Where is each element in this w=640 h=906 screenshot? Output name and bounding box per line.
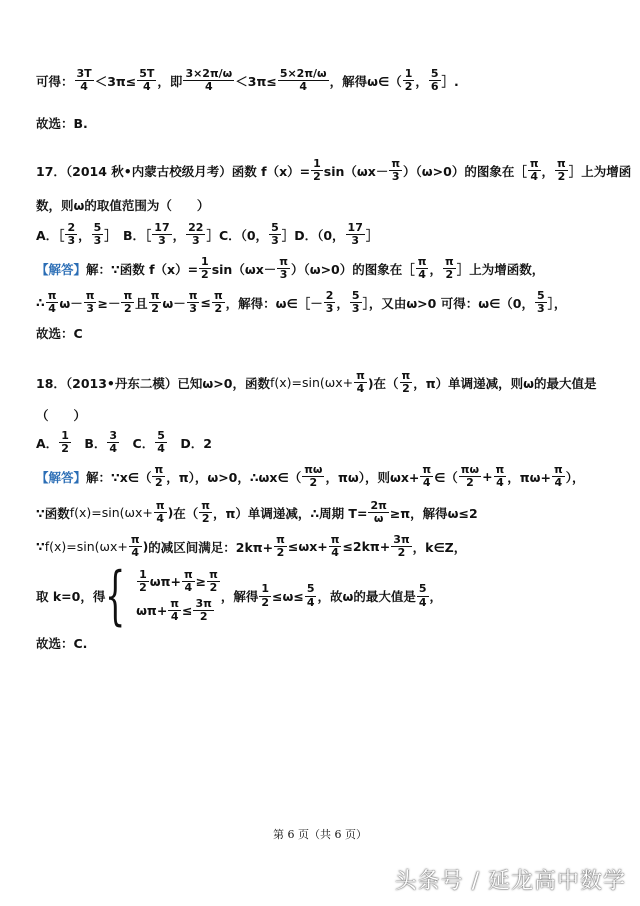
fraction: $\frac{3\pi}{2}$ <box>393 533 410 560</box>
q18-choose: 故选：C. <box>36 636 88 651</box>
fraction: $\frac{2\pi}{\omega}$ <box>370 499 387 526</box>
fraction: 5 3 <box>271 221 279 248</box>
fraction: 5 4 <box>418 582 427 609</box>
fraction: 5 6 <box>430 67 439 94</box>
q17-options: A．［ 2 3 ， 5 3 ］ B．［ 17 3 ， 22 3 ］C．（0， 5 3 ］D．（0， 17 3 ］ <box>36 221 379 248</box>
fraction: π 2 <box>444 255 454 282</box>
fraction: $\frac{\pi}{4}$ <box>183 567 193 594</box>
fraction: $\frac{5\times 2\pi/\omega}{4}$ <box>279 67 327 94</box>
fraction: $\frac{\pi}{4}$ <box>422 463 432 490</box>
fraction: $\frac{\pi}{2}$ <box>209 567 218 594</box>
answer-tag: 【解答】 <box>36 469 87 485</box>
fraction: 2 3 <box>67 221 76 248</box>
fraction: $\frac{\pi}{4}$ <box>170 597 179 624</box>
page-footer: 第 6 页（共 6 页） <box>273 828 367 841</box>
fraction: $\frac{\pi}{3}$ <box>188 289 198 316</box>
answer-tag: 【解答】 <box>36 261 87 277</box>
q18-answer-line-2: ∵函数 f(x)=sin(ωx+ $\frac{\pi}{4}$ ) 在（ π 2 ，π）单调递减，∴周期 T= $\frac{2\pi}{\omega}$ ≥π，解得ω≤2 <box>36 499 478 526</box>
fraction: $\frac{1}{2}$ <box>201 255 209 282</box>
q18-options: A． 1 2 B． 3 4 C． 5 4 D．2 <box>36 429 212 456</box>
fraction: 3T 4 <box>76 67 92 94</box>
fraction: π 2 <box>123 289 133 316</box>
fraction: 1 2 <box>139 567 147 594</box>
fraction: $\frac{3\pi}{2}$ <box>195 597 212 624</box>
watermark: 头条号 / 延龙高中数学 <box>394 869 626 894</box>
q18-line-1: 18．（2013•丹东二模）已知ω>0，函数 f(x)=sin(ωx+ $\frac{\pi}{4}$ )在（ π 2 ，π）单调递减，则ω的最大值是 <box>36 369 597 396</box>
fraction: πω 2 <box>460 463 480 490</box>
fraction: 5 3 <box>536 289 545 316</box>
fraction: π 2 <box>557 157 566 184</box>
fraction: $\frac{\pi}{4}$ <box>155 499 165 526</box>
fraction: $\frac{5T}{4}$ <box>139 67 155 94</box>
fraction: 5 3 <box>351 289 360 316</box>
top-choose: 故选：B. <box>36 116 88 131</box>
fraction: $\frac{1}{2}$ <box>261 582 270 609</box>
fraction: $\frac{1}{2}$ <box>313 157 321 184</box>
fraction: $\frac{\pi}{4}$ <box>553 463 563 490</box>
fraction: $\frac{\pi}{4}$ <box>356 369 365 396</box>
fraction: πω 2 <box>304 463 323 490</box>
fraction: $\frac{\pi}{3}$ <box>85 289 95 316</box>
fraction: π 2 <box>201 499 210 526</box>
fraction: 22 3 <box>188 221 204 248</box>
inequality-system <box>136 569 221 623</box>
top-line-1: 可得： 3T 4 ＜3π≤ $\frac{5T}{4}$ ，即 3×2π/ω 4 ＜3π≤ $\frac{5\times 2\pi/\omega}{4}$ ，解得ω∈（ 1 2 ， 5 6 ］. <box>36 67 459 94</box>
fraction: π 2 <box>150 289 160 316</box>
fraction: π 4 <box>417 255 427 282</box>
fraction: $\frac{5}{4}$ <box>306 582 315 609</box>
q17-choose: 故选：C <box>36 326 83 341</box>
q18-answer-line-1: 【解答】 解：∵x∈（ π 2 ，π），ω>0，∴ωx∈（ πω 2 ，πω），则ωx+ $\frac{\pi}{4}$ ∈（ πω 2 + $\frac{\pi}{4}$ ，πω+ $\frac{\pi}{4}$ ）， <box>36 463 585 490</box>
fraction: $\frac{\pi}{2}$ <box>213 289 223 316</box>
fraction: $\frac{\pi}{4}$ <box>130 533 140 560</box>
q17-answer-line-2: ∴ π 4 ω－ $\frac{\pi}{3}$ ≥－ π 2 且 π 2 ω－ $\frac{\pi}{3}$ ≤ $\frac{\pi}{2}$ ，解得：ω∈［－ 2 3 ， 5 3 ］，又由ω>0 可得：ω∈（0， 5 3 ］， <box>36 289 567 316</box>
fraction: π 3 <box>391 157 401 184</box>
fraction: $\frac{\pi}{2}$ <box>276 533 285 560</box>
fraction: 1 2 <box>404 67 413 94</box>
fraction: 3 4 <box>109 429 118 456</box>
inequality-row: ωπ+ $\frac{\pi}{4}$ ≤ $\frac{3\pi}{2}$ <box>136 597 212 624</box>
q18-answer-line-4: 取 k=0，得 { 1 2 ωπ+ $\frac{\pi}{4}$ ≥ $\frac{\pi}{2}$ ωπ+ $\frac{\pi}{4}$ ≤ $\frac{3\pi}{2}$ ，解得 $\frac{1}{2}$ ≤ω≤ $\frac{5}{4}$ ，故ω的最大值是 5 4 ， <box>36 559 443 633</box>
fraction: 2 3 <box>325 289 334 316</box>
left-brace: { <box>105 559 126 633</box>
fraction: 5 4 <box>157 429 165 456</box>
q17-line-2: 数，则ω的取值范围为（ ） <box>36 198 210 213</box>
fraction: 5 3 <box>93 221 102 248</box>
q17-line-1: 17．（2014 秋•内蒙古校级月考）函数 f（x）= $\frac{1}{2}$ sin（ωx－ π 3 ）（ω>0）的图象在［ π 4 ， π 2 ］上为增函 <box>36 157 632 184</box>
fraction: 1 2 <box>61 429 69 456</box>
fraction: π 4 <box>529 157 539 184</box>
fraction: $\frac{\pi}{4}$ <box>495 463 505 490</box>
fraction: 17 3 <box>347 221 363 248</box>
fraction: $\frac{\pi}{4}$ <box>330 533 340 560</box>
inequality-row: 1 2 ωπ+ $\frac{\pi}{4}$ ≥ $\frac{\pi}{2}$ <box>139 567 218 594</box>
fraction: 17 3 <box>154 221 170 248</box>
q18-paren: （ ） <box>36 408 87 423</box>
fraction: π 4 <box>47 289 57 316</box>
q17-answer-line-1: 【解答】 解：∵函数 f（x）= $\frac{1}{2}$ sin（ωx－ π 3 ）（ω>0）的图象在［ π 4 ， π 2 ］上为增函数， <box>36 255 545 282</box>
fraction: 3×2π/ω 4 <box>185 67 233 94</box>
fraction: π 3 <box>279 255 288 282</box>
fraction: π 2 <box>154 463 164 490</box>
fraction: π 2 <box>401 369 411 396</box>
q18-answer-line-3: ∵ f(x)=sin(ωx+ $\frac{\pi}{4}$ ) 的减区间满足：2kπ+ $\frac{\pi}{2}$ ≤ωx+ $\frac{\pi}{4}$ ≤2kπ+ $\frac{3\pi}{2}$ ，k∈Z， <box>36 533 467 560</box>
